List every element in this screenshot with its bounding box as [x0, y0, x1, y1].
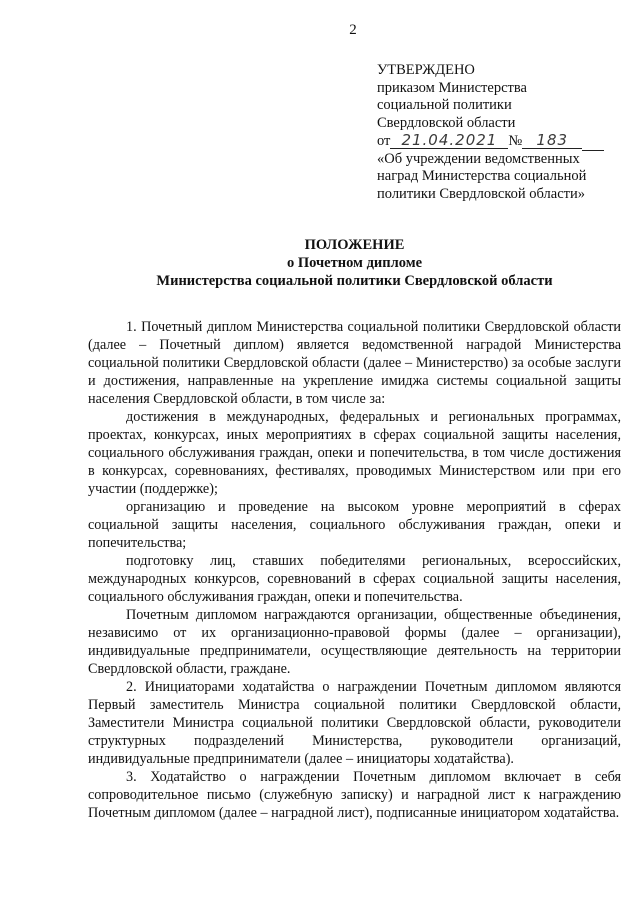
order-line-2: социальной политики	[377, 97, 512, 113]
from-prefix: от	[377, 133, 391, 149]
paragraph: 3. Ходатайство о награждении Почетным дипломом включает в себя сопроводительное письмо (служебную записку) и наградной лист к награждению Почетным дипломом (далее – наградной лист), подписанные инициатором ходатайства.	[88, 769, 621, 821]
order-line-1: приказом Министерства	[377, 79, 527, 96]
page-number: 2	[349, 22, 357, 38]
paragraph: Почетным дипломом награждаются организации, общественные объединения, независимо от их организационно-правовой формы (далее – организации), индивидуальные предприниматели, осуществляющие деятельность на территории Свердловской области, граждане.	[88, 607, 621, 677]
subject-line-1: «Об учреждении ведомственных	[377, 150, 580, 167]
paragraph: подготовку лиц, ставших победителями региональных, всероссийских, международных конкурсов, соревнований в сферах социальной защиты населения, социального обслуживания граждан, опеки и попечительства.	[88, 553, 621, 605]
heading-title: ПОЛОЖЕНИЕ	[304, 237, 405, 253]
paragraph: организацию и проведение на высоком уровне мероприятий в сферах социальной защиты населения, социального обслуживания граждан, опеки и попечительства;	[88, 499, 621, 551]
handwritten-date: 21.04.2021	[390, 132, 508, 149]
underline-tail	[582, 136, 604, 151]
number-sign: №	[508, 133, 523, 149]
subject-line-3: политики Свердловской области»	[377, 185, 585, 202]
order-line-3: Свердловской области	[377, 114, 516, 131]
handwritten-number: 183	[522, 132, 582, 149]
paragraph: 1. Почетный диплом Министерства социальной политики Свердловской области (далее – Почетный диплом) является ведомственной наградой Министерства социальной политики Свердловской области (далее – Министерство) за особые заслуги и достижения, направленные на укрепление имиджа системы социальной защиты населения Свердловской области, в том числе за:	[88, 319, 621, 407]
order-date-number-line	[377, 132, 627, 151]
approval-block	[377, 62, 627, 203]
heading-line-2: о Почетном дипломе	[286, 255, 423, 271]
subject-line-2: наград Министерства социальной	[377, 168, 587, 184]
paragraph: достижения в международных, федеральных и региональных программах, проектах, конкурсах, иных мероприятиях в сферах социальной защиты населения, социального обслуживания граждан, опеки и попечительства, в том числе достижения в конкурсах, соревнованиях, фестивалях, проводимых Министерством или при его участии (поддержке);	[88, 409, 621, 497]
paragraph: 2. Инициаторами ходатайства о награждении Почетным дипломом являются Первый заместитель Министра социальной политики Свердловской области, Заместители Министра социальной политики Свердловской области, руководители структурных подразделений Министерства, руководители организаций, индивидуальные предприниматели (далее – инициаторы ходатайства).	[88, 679, 621, 767]
document-body	[88, 318, 621, 822]
document-heading	[88, 236, 621, 290]
approved-label: УТВЕРЖДЕНО	[377, 62, 475, 78]
heading-line-3: Министерства социальной политики Свердловской области	[156, 273, 553, 289]
